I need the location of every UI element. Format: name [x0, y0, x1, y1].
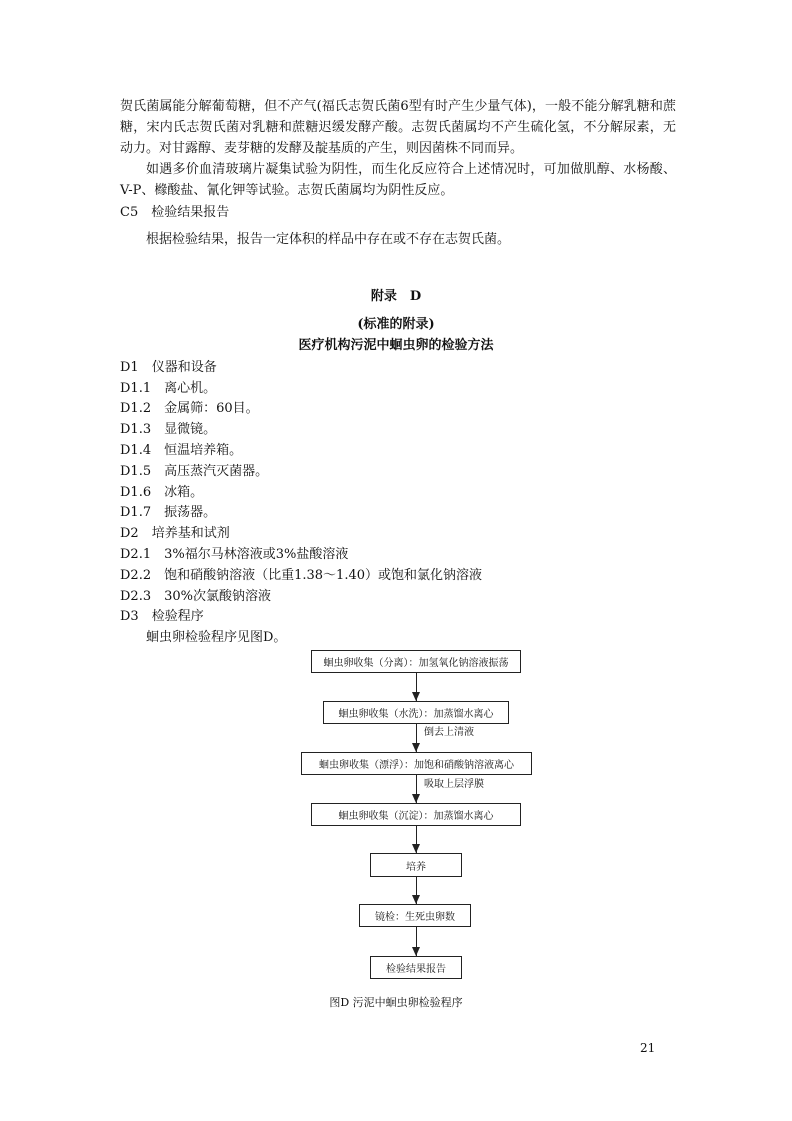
section-d1: D1 仪器和设备	[120, 360, 217, 375]
d3-text: 蛔虫卵检验程序见图D。	[146, 630, 287, 645]
section-heading-c5: C5 检验结果报告	[120, 205, 230, 220]
flow-arrow-4-icon	[412, 844, 420, 853]
appendix-title: 附录 D	[370, 289, 422, 304]
flow-step-7: 检验结果报告	[370, 956, 462, 979]
section-d1-4: D1.4 恒温培养箱。	[120, 443, 243, 458]
flow-note-discard-supernatant: 倒去上清液	[424, 727, 474, 738]
section-d2: D2 培养基和试剂	[120, 526, 230, 541]
section-d3: D3 检验程序	[120, 609, 204, 624]
section-d1-6: D1.6 冰箱。	[120, 485, 204, 500]
flow-arrow-6-icon	[412, 947, 420, 956]
figure-caption: 图D 污泥中蛔虫卵检验程序	[329, 996, 463, 1009]
body-paragraph-2: 如遇多价血清玻璃片凝集试验为阴性，而生化反应符合上述情况时，可加做肌醇、水杨酸、V-P、橼酸盐、氰化钾等试验。志贺氏菌属均为阴性反应。	[120, 162, 676, 198]
flow-arrow-1-icon	[412, 692, 420, 701]
section-d1-2: D1.2 金属筛：60目。	[120, 401, 259, 416]
section-d2-1: D2.1 3%福尔马林溶液或3%盐酸溶液	[120, 547, 349, 562]
flow-step-6: 镜检：生死虫卵数	[359, 904, 471, 927]
body-paragraph-1: 贺氏菌属能分解葡萄糖，但不产气(福氏志贺氏菌6型有时产生少量气体)，一般不能分解乳糖和蔗糖，宋内氏志贺氏菌对乳糖和蔗糖迟缓发酵产酸。志贺氏菌属均不产生硫化氢，不分解尿素，无动力。对甘露醇、麦芽糖的发酵及靛基质的产生，则因菌株不同而异。	[120, 99, 676, 156]
flow-step-1: 蛔虫卵收集（分离）：加氢氧化钠溶液振荡	[311, 650, 521, 673]
section-d2-2: D2.2 饱和硝酸钠溶液（比重1.38～1.40）或饱和氯化钠溶液	[120, 568, 482, 583]
appendix-subtitle: (标准的附录)	[357, 317, 435, 332]
section-d1-1: D1.1 离心机。	[120, 381, 217, 396]
flow-arrow-5-icon	[412, 895, 420, 904]
flow-note-skim-film: 吸取上层浮膜	[424, 779, 484, 790]
flow-step-3: 蛔虫卵收集（漂浮）：加饱和硝酸钠溶液离心	[301, 752, 532, 775]
flow-step-2: 蛔虫卵收集（水洗）：加蒸馏水离心	[323, 701, 509, 724]
section-d2-3: D2.3 30%次氯酸钠溶液	[120, 589, 271, 604]
section-d1-5: D1.5 高压蒸汽灭菌器。	[120, 464, 269, 479]
flow-step-4: 蛔虫卵收集（沉淀）：加蒸馏水离心	[311, 803, 521, 826]
flow-step-5: 培养	[370, 853, 462, 877]
appendix-name: 医疗机构污泥中蛔虫卵的检验方法	[298, 338, 494, 353]
page-number: 21	[640, 1041, 656, 1055]
section-d1-3: D1.3 显微镜。	[120, 422, 217, 437]
c5-text: 根据检验结果，报告一定体积的样品中存在或不存在志贺氏菌。	[146, 232, 511, 247]
section-d1-7: D1.7 振荡器。	[120, 505, 217, 520]
flow-arrow-3-icon	[412, 794, 420, 803]
flow-arrow-2-icon	[412, 743, 420, 752]
